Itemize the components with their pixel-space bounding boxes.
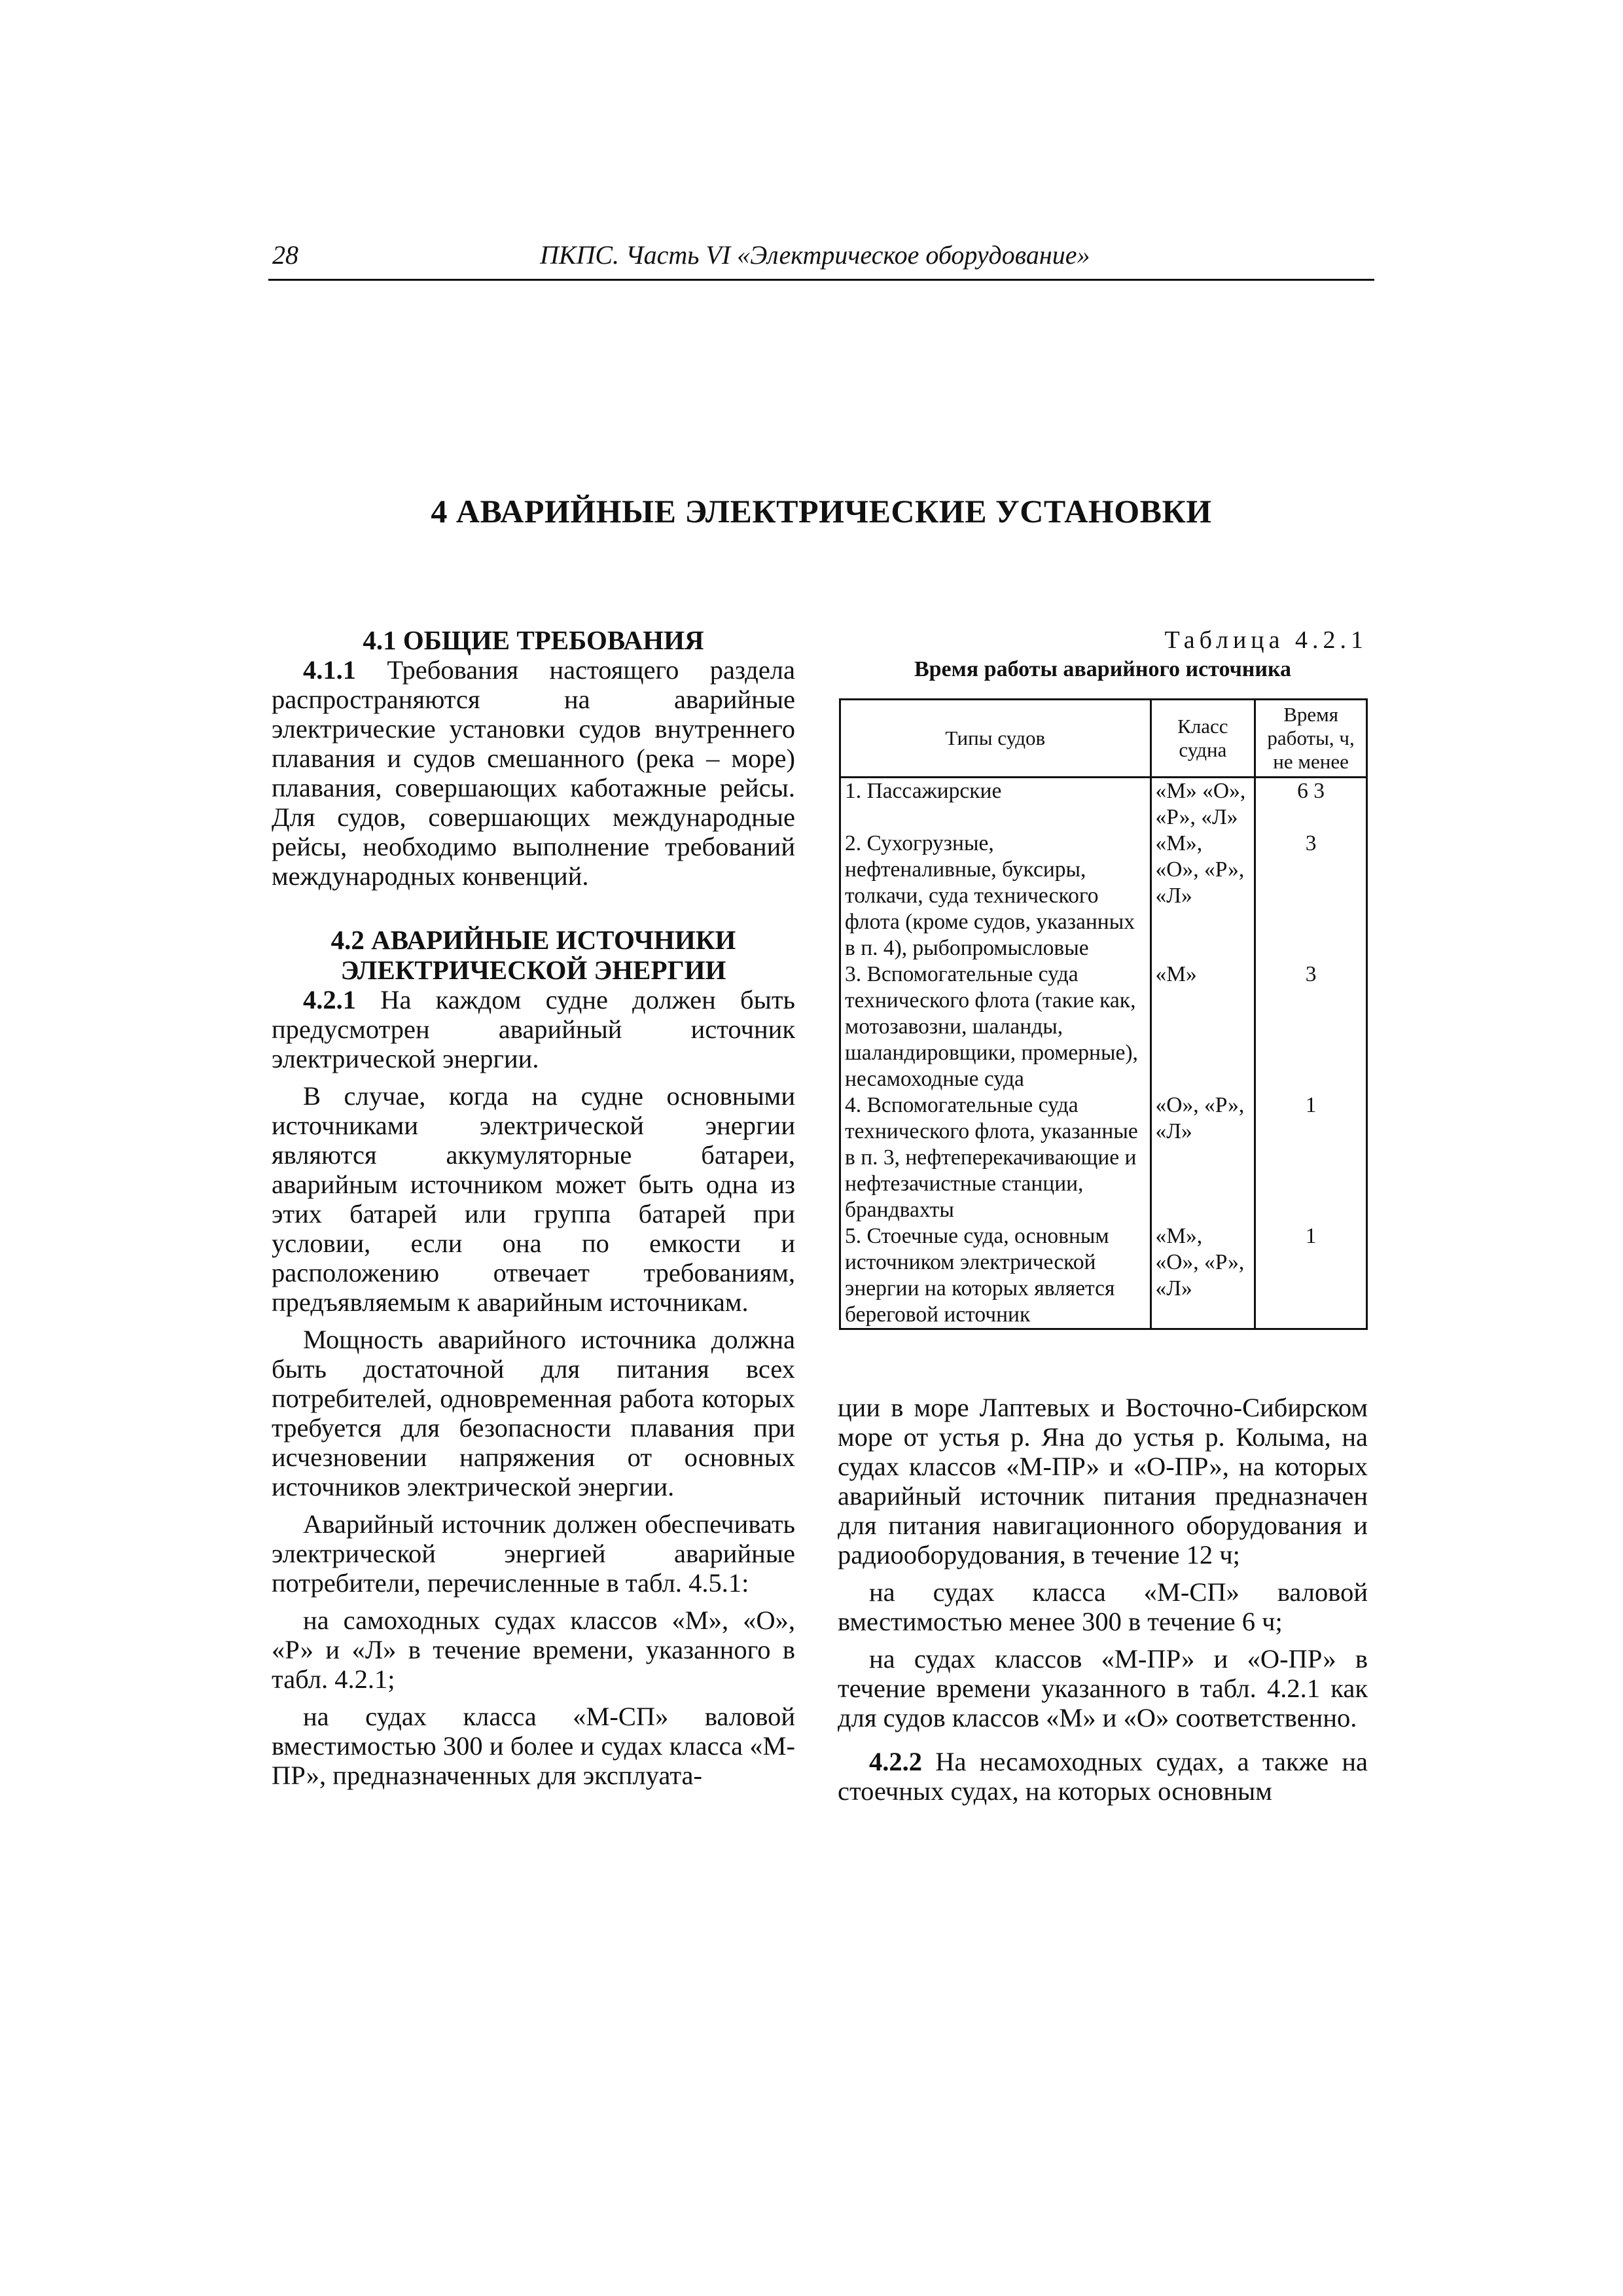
paragraph-4-2-1 [272, 985, 795, 1073]
table-row [840, 1223, 1367, 1329]
cell-operating-time: 6 3 [1255, 778, 1367, 831]
cell-ship-class: «М» «О», «Р», «Л» [1150, 778, 1255, 831]
table-row [840, 961, 1367, 1092]
cell-ship-class: «О», «Р», «Л» [1150, 1092, 1255, 1223]
paragraph-4-1-1 [272, 655, 795, 891]
cell-ship-type: 2. Сухогрузные, нефтеналивные, буксиры, толкачи, суда технического флота (кроме судов, указанных в п. 4), рыбопромысловые [840, 831, 1151, 961]
cell-ship-type: 5. Стоечные суда, основным источником электрической энергии на которых является береговой источник [840, 1223, 1151, 1329]
table-caption [838, 625, 1368, 684]
clause-number: 4.2.2 [869, 1747, 922, 1776]
right-column [838, 1393, 1368, 1814]
section-4-2-heading-line2: ЭЛЕКТРИЧЕСКОЙ ЭНЕРГИИ [340, 955, 726, 985]
section-4-1-heading: 4.1 ОБЩИЕ ТРЕБОВАНИЯ [363, 625, 704, 655]
page-number: 28 [272, 240, 298, 270]
cell-operating-time: 3 [1255, 831, 1367, 961]
table-row [840, 1092, 1367, 1223]
paragraph: на судах класса «М-СП» валовой вместимостью 300 и более и судах класса «М-ПР», предназначенных для эксплуата- [272, 1702, 795, 1790]
paragraph: Аварийный источник должен обеспечивать электрической энергией аварийные потребители, перечисленные в табл. 4.5.1: [272, 1509, 795, 1598]
cell-ship-type: 1. Пассажирские [840, 778, 1151, 831]
table-label: Таблица 4.2.1 [1164, 626, 1368, 654]
cell-ship-type: 3. Вспомогательные суда технического флота (такие как, мотозавозни, шаланды, шаландировщики, промерные), несамоходные суда [840, 961, 1151, 1092]
section-4-2-heading [272, 925, 795, 985]
cell-operating-time: 3 [1255, 961, 1367, 1092]
paragraph-continued: ции в море Лаптевых и Восточно-Сибирском море от устья р. Яна до устья р. Колыма, на судах классов «М-ПР» и «О-ПР», на которых аварийный источник питания предназначен для питания навигационного оборудования и радиооборудования, в течение 12 ч; [838, 1393, 1368, 1570]
section-4-2-heading-line1: 4.2 АВАРИЙНЫЕ ИСТОЧНИКИ [330, 925, 736, 955]
left-column [272, 625, 795, 1798]
paragraph-text: На каждом судне должен быть предусмотрен аварийный источник электрической энергии. [272, 985, 795, 1073]
running-head-title: ПКПС. Часть VI «Электрическое оборудование» [540, 240, 1090, 270]
emergency-source-table [839, 698, 1368, 1330]
paragraph-4-2-2 [838, 1747, 1368, 1806]
paragraph: В случае, когда на судне основными источниками электрической энергии являются аккумуляторные батареи, аварийным источником может быть одна из этих батарей или группа батарей при условии, если она по емкости и расположению отвечает требованиям, предъявляемым к аварийным источникам. [272, 1081, 795, 1317]
clause-number: 4.2.1 [303, 985, 356, 1014]
header-ship-type: Типы судов [840, 700, 1151, 778]
chapter-title: 4 АВАРИЙНЫЕ ЭЛЕКТРИЧЕСКИЕ УСТАНОВКИ [431, 493, 1212, 529]
header-operating-time: Время работы, ч, не менее [1255, 700, 1367, 778]
cell-ship-type: 4. Вспомогательные суда технического флота, указанные в п. 3, нефтеперекачивающие и нефтезачистные станции, брандвахты [840, 1092, 1151, 1223]
cell-ship-class: «М», «О», «Р», «Л» [1150, 831, 1255, 961]
paragraph-text: На несамоходных судах, а также на стоечных судах, на которых основным [838, 1747, 1368, 1806]
table-row [840, 831, 1367, 961]
cell-operating-time: 1 [1255, 1092, 1367, 1223]
table-title: Время работы аварийного источника [914, 657, 1292, 681]
clause-number: 4.1.1 [303, 655, 356, 685]
table-row [840, 778, 1367, 831]
paragraph: на судах класса «М-СП» валовой вместимостью менее 300 в течение 6 ч; [838, 1577, 1368, 1636]
header-ship-class: Класс судна [1150, 700, 1255, 778]
cell-ship-class: «М» [1150, 961, 1255, 1092]
table-header-row [840, 700, 1367, 778]
paragraph: Мощность аварийного источника должна быть достаточной для питания всех потребителей, одновременная работа которых требуется для безопасности плавания при исчезновении напряжения от основных источников электрической энергии. [272, 1325, 795, 1501]
cell-ship-class: «М», «О», «Р», «Л» [1150, 1223, 1255, 1329]
paragraph: на самоходных судах классов «М», «О», «Р» и «Л» в течение времени, указанного в табл. 4.2.1; [272, 1605, 795, 1694]
paragraph-text: Требования настоящего раздела распространяются на аварийные электрические установки судов внутреннего плавания и судов смешанного (река – море) плавания, совершающих каботажные рейсы. Для судов, совершающих международные рейсы, необходимо выполнение требований международных конвенций. [272, 655, 795, 891]
running-head [268, 236, 1374, 281]
paragraph: на судах классов «М-ПР» и «О-ПР» в течение времени указанного в табл. 4.2.1 как для судов классов «М» и «О» соответственно. [838, 1644, 1368, 1732]
cell-operating-time: 1 [1255, 1223, 1367, 1329]
